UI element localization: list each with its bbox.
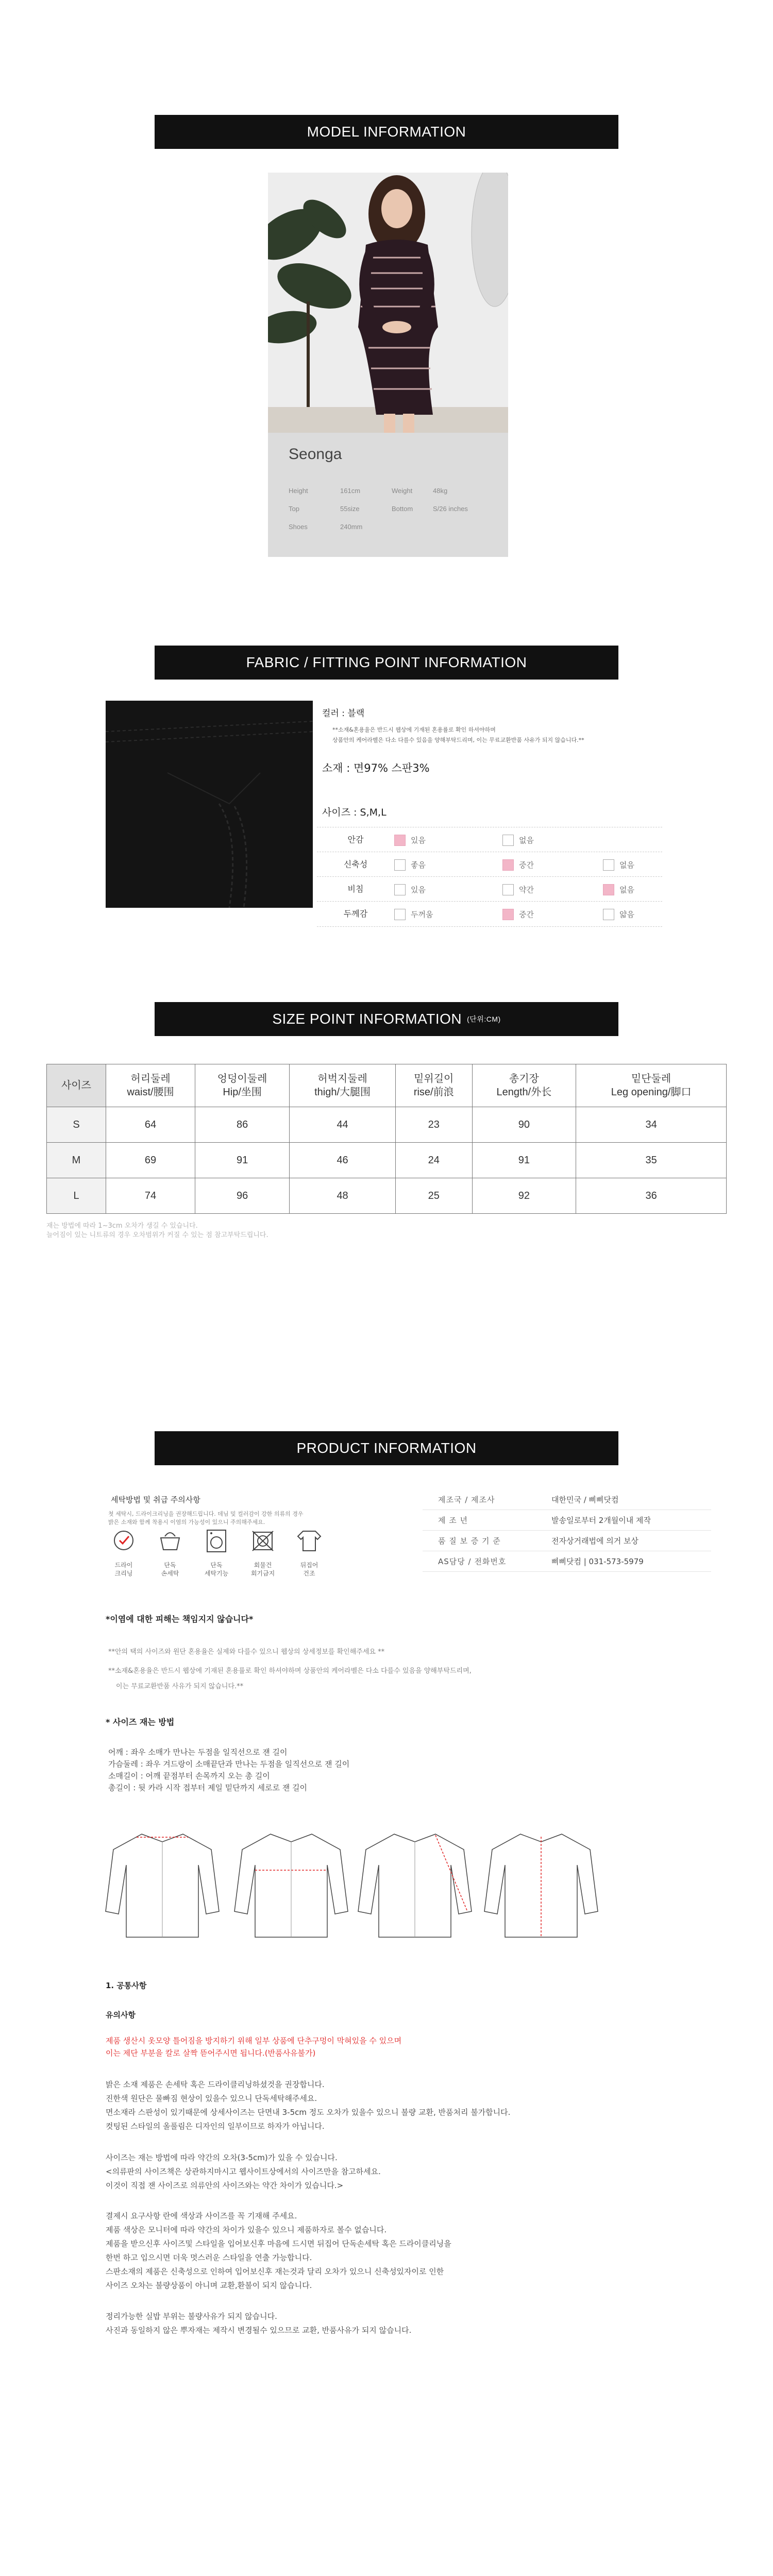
fit-row-lining [317,827,662,852]
size-point-unit: (단위:CM) [467,1015,501,1023]
info-key: 제 조 년 [438,1516,468,1525]
fit-option-thickness-medium[interactable]: 중간 [502,909,534,920]
stat-bottom-label: Bottom [392,505,413,513]
checkbox-icon [502,884,514,895]
fit-option-stretch-good[interactable]: 좋음 [394,859,426,871]
product-information-band [155,1431,618,1465]
size-cell: 64 [106,1107,195,1143]
checkbox-icon [603,884,614,895]
size-header-length: 총기장 Length/外长 [472,1064,576,1107]
size-note-1: 재는 방법에 따라 1~3cm 오차가 생길 수 있습니다. [46,1222,198,1230]
checkbox-icon [603,859,614,871]
checkbox-icon [394,909,406,920]
model-photo [268,173,508,433]
info-value: 발송일로부터 2개월이내 제작 [551,1516,651,1525]
stat-top-label: Top [289,505,299,513]
product-information-title: PRODUCT INFORMATION [296,1440,477,1456]
size-cell: 92 [472,1178,576,1214]
caution-red-2: 이는 제단 부분을 칼로 살짝 뜯어주시면 됩니다.(반품사유불가) [106,2048,316,2058]
shirt-sketch-shoulder [100,1819,224,1942]
caution-red-1: 제품 생산시 옷모양 틀어짐을 방지하기 위해 일부 상품에 단추구멍이 막혀있을 수 있으며 [106,2036,402,2045]
fit-row-sheer [317,876,662,902]
fabric-fitting-title: FABRIC / FITTING POINT INFORMATION [246,654,527,670]
product-note-2: **소재&혼용율은 반드시 웹상에 기재된 혼용률로 확인 하셔야하며 상품안의 케어라벨은 다소 다를수 있음을 양해부탁드리며, [108,1667,472,1675]
measure-line-3: 소매길이 : 어깨 끝점부터 손목까지 오는 총 길이 [108,1771,270,1781]
stat-bottom-value: S/26 inches [433,505,468,513]
checkbox-icon [394,859,406,871]
shirt-sketch-sleeve [353,1819,477,1942]
fabric-color: 컬러 : 블랙 [322,708,365,719]
model-information-band [155,115,618,149]
para1-line4: 컷팅된 스타일의 올풀림은 디자인의 일부이므로 하자가 아닙니다. [106,2122,325,2131]
size-cell: 23 [395,1107,472,1143]
size-cell: 74 [106,1178,195,1214]
fit-row-stretch [317,852,662,877]
fit-label-sheer: 비침 [347,884,364,894]
care-label-no-tumble: 회물건 회기금지 [250,1562,275,1577]
care-label-hand-wash: 단독 손세탁 [161,1562,179,1577]
fabric-denim-texture [106,701,313,908]
para3-line5: 스판소재의 제품은 신축성으로 인하여 입어보신후 재는것과 달리 오차가 있으니 신축성있자이로 인한 [106,2267,444,2276]
size-cell: 69 [106,1143,195,1178]
para2-line3: 이것이 직접 잰 사이즈로 의류안의 사이즈와는 약간 차이가 있습니다.> [106,2181,344,2190]
info-value: 삐삐닷컴 | 031-573-5979 [551,1557,644,1566]
fit-option-lining-no[interactable]: 없음 [502,835,534,846]
shirt-sketch-length [479,1819,603,1942]
stat-height-label: Height [289,487,308,495]
para1-line1: 밝은 소재 제품은 손세탁 혹은 드라이클리닝하셨것을 권장합니다. [106,2080,325,2089]
size-cell: 86 [195,1107,290,1143]
hand-wash-icon [155,1525,186,1556]
size-cell: M [47,1143,106,1178]
size-header-leg-opening: 밑단둘레 Leg opening/脚口 [576,1064,727,1107]
care-label-inside-out: 뒤집어 건조 [300,1562,318,1577]
para4-line2: 사진과 동일하지 않은 뿌자재는 제작시 변경될수 있으므로 교환, 반품사유가 되지 않습니다. [106,2326,412,2335]
para2-line2: <의류판의 사이즈책은 상관하지마시고 웹사이트상에서의 사이즈만을 참고하세요. [106,2167,381,2176]
checkbox-icon [394,884,406,895]
size-cell: 46 [290,1143,396,1178]
fabric-material: 소재 : 면97% 스판3% [322,762,430,774]
info-row [423,1510,711,1531]
fit-option-stretch-medium[interactable]: 중간 [502,859,534,871]
size-cell: S [47,1107,106,1143]
size-cell: 34 [576,1107,727,1143]
measure-title: * 사이즈 재는 방법 [106,1717,175,1727]
fit-row-thickness [317,901,662,927]
checkbox-icon [502,835,514,846]
info-key: 제조국 / 제조사 [438,1495,495,1504]
checkbox-icon [603,909,614,920]
model-illustration [268,173,508,433]
size-header-thigh: 허벅지둘레 thigh/大腿围 [290,1064,396,1107]
product-note-1: **안의 택의 사이즈와 원단 혼용율은 실제와 다를수 있으니 웹상의 상세정보를 확인해주세요 ** [108,1648,385,1656]
care-label-dry-clean: 드라이 크리닝 [114,1562,133,1577]
fit-option-sheer-none[interactable]: 없음 [603,884,634,895]
info-key: 품 질 보 증 기 준 [438,1536,501,1546]
size-cell: 90 [472,1107,576,1143]
fabric-note-2: 상품안의 케어라벨은 다소 다를수 있음을 양해부탁드리며, 이는 무료교환반품 사유가 되지 않습니다.** [332,737,584,743]
shirt-sketch-chest [229,1819,353,1942]
para3-line4: 한번 하고 입으시면 더욱 멋스러운 스타일을 연출 가능합니다. [106,2253,312,2262]
para1-line3: 면소재라 스판성이 있기때문에 상세사이즈는 단면내 3-5cm 정도 오차가 있을수 있으니 불량 교환, 반품처리 불가합니다. [106,2108,511,2117]
common-title: 1. 공통사항 [106,1981,147,1990]
table-row [47,1107,727,1143]
para3-line2: 제품 색상은 모니터에 따라 약간의 차이가 있을수 있으니 제품하자로 볼수 없습니다. [106,2225,387,2234]
size-cell: 44 [290,1107,396,1143]
size-cell: 91 [472,1143,576,1178]
size-header-rise: 밑위길이 rise/前浪 [395,1064,472,1107]
machine-wash-icon [201,1525,232,1556]
care-title: 세탁방법 및 취급 주의사항 [111,1495,200,1504]
measure-line-2: 가슴둘레 : 좌우 겨드랑이 소매끝단과 만나는 두점을 일직선으로 잰 길이 [108,1759,350,1769]
size-table [46,1064,727,1214]
fit-label-stretch: 신축성 [343,859,368,869]
info-key: AS담당 / 전화번호 [438,1557,507,1566]
para2-line1: 사이즈는 재는 방법에 따라 약간의 오차(3-5cm)가 있을 수 있습니다. [106,2153,338,2162]
model-information-title: MODEL INFORMATION [307,124,466,140]
size-header-waist: 허리둘레 waist/腰围 [106,1064,195,1107]
size-cell: 35 [576,1143,727,1178]
dye-warning: *이염에 대한 피해는 책임지지 않습니다* [106,1614,254,1624]
model-card [268,173,508,557]
model-name: Seonga [289,446,342,463]
fit-option-lining-yes[interactable]: 있음 [394,835,426,846]
inside-out-dry-icon [294,1525,325,1556]
size-point-title: SIZE POINT INFORMATION [272,1011,462,1027]
fit-label-lining: 안감 [347,835,364,844]
info-row [423,1489,711,1510]
size-cell: L [47,1178,106,1214]
fit-label-thickness: 두께감 [343,909,368,919]
table-row [47,1143,727,1178]
fit-option-sheer-slight[interactable]: 약간 [502,884,534,895]
size-table-header [47,1064,727,1107]
size-note-2: 늘어짐이 있는 니트류의 경우 오차범위가 커질 수 있는 점 참고부탁드립니다. [46,1231,268,1239]
size-header-hip: 엉덩이둘레 Hip/坐围 [195,1064,290,1107]
size-cell: 36 [576,1178,727,1214]
care-desc-2: 밝은 소재와 함께 착용시 이염의 가능성이 있으니 주의해주세요. [108,1519,265,1526]
stat-top-value: 55size [340,505,360,513]
table-row [47,1178,727,1214]
stat-weight-label: Weight [392,487,413,495]
fabric-swatch-image [106,701,313,908]
info-row [423,1551,711,1572]
info-value: 대한민국 / 삐삐닷컴 [551,1495,619,1504]
stat-shoes-label: Shoes [289,523,308,531]
para3-line1: 결제시 요구사항 란에 색상과 사이즈를 꼭 기재해 주세요. [106,2211,297,2221]
caution-title: 유의사항 [106,2010,136,2020]
size-cell: 96 [195,1178,290,1214]
measure-line-4: 총길이 : 뒷 카라 시작 접부터 제일 밑단까지 세로로 잰 길이 [108,1783,308,1792]
stat-weight-value: 48kg [433,487,448,495]
no-tumble-dry-icon [247,1525,278,1556]
info-row [423,1530,711,1551]
size-cell: 91 [195,1143,290,1178]
stat-shoes-value: 240mm [340,523,363,531]
checkbox-icon [502,859,514,871]
fabric-sizes: 사이즈 : S,M,L [322,807,386,818]
fabric-note-1: **소재&혼용율은 반드시 웹상에 기재된 혼용률로 확인 하셔야하며 [332,726,496,733]
size-cell: 24 [395,1143,472,1178]
para4-line1: 정리가능한 실밥 부위는 불량사유가 되지 않습니다. [106,2312,277,2321]
care-label-machine-wash: 단독 세탁기능 [204,1562,229,1577]
para3-line6: 사이즈 오차는 불량상품이 아니며 교환,환불이 되지 않습니다. [106,2281,312,2290]
checkbox-icon [502,909,514,920]
para1-line2: 진한색 원단은 물빠짐 현상이 있을수 있으니 단독세탁해주세요. [106,2094,317,2103]
fit-option-stretch-none[interactable]: 없음 [603,859,634,871]
para3-line3: 제품을 받으신후 사이즈및 스타일을 입어보신후 마음에 드시면 뒤집어 단독손세탁 혹은 드라이클리닝을 [106,2239,451,2248]
fit-option-sheer-yes[interactable]: 있음 [394,884,426,895]
size-cell: 48 [290,1178,396,1214]
dry-clean-icon [108,1525,139,1556]
fabric-fitting-band [155,646,618,680]
size-point-band [155,1002,618,1036]
measure-line-1: 어깨 : 좌우 소매가 만나는 두점을 일직선으로 잰 길이 [108,1748,288,1757]
checkbox-icon [394,835,406,846]
fit-option-thickness-thin[interactable]: 얇음 [603,909,634,920]
size-cell: 25 [395,1178,472,1214]
product-note-3: 이는 무료교환반품 사유가 되지 않습니다.** [116,1683,244,1690]
size-header-size: 사이즈 [47,1064,106,1107]
info-value: 전자상거래법에 의거 보상 [551,1536,638,1546]
care-desc-1: 첫 세탁시, 드라이크리닝을 권장해드립니다. 데님 및 컬러감이 강한 의류의 경우 [108,1511,304,1517]
fit-option-thickness-thick[interactable]: 두꺼움 [394,909,433,920]
stat-height-value: 161cm [340,487,361,495]
